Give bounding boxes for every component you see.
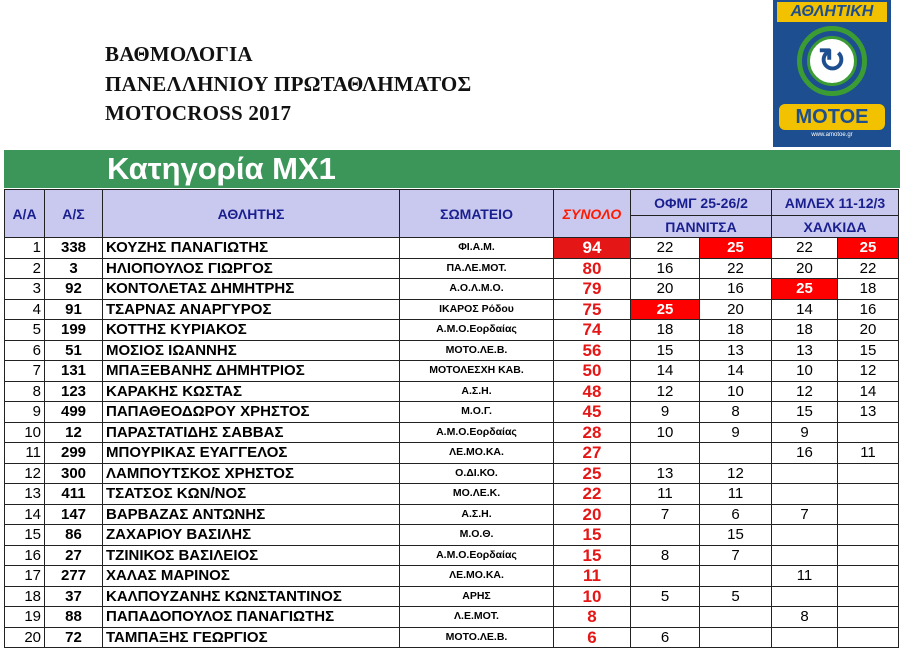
rank-cell: 11 bbox=[5, 443, 45, 464]
race-score-cell bbox=[772, 545, 838, 566]
athlete-name-cell: ΤΑΜΠΑΞΗΣ ΓΕΩΡΓΙΟΣ bbox=[103, 627, 400, 648]
race-score-cell bbox=[838, 484, 899, 505]
race-number-cell: 499 bbox=[45, 402, 103, 423]
club-cell: Μ.Ο.Γ. bbox=[400, 402, 554, 423]
race-score-cell bbox=[838, 504, 899, 525]
table-row bbox=[5, 627, 899, 648]
race-number-cell: 91 bbox=[45, 299, 103, 320]
athlete-name-cell: ΤΖΙΝΙΚΟΣ ΒΑΣΙΛΕΙΟΣ bbox=[103, 545, 400, 566]
race-score-cell: 14 bbox=[772, 299, 838, 320]
race-score-cell bbox=[772, 463, 838, 484]
header-row bbox=[5, 190, 899, 216]
table-row bbox=[5, 607, 899, 628]
total-points-cell: 11 bbox=[554, 566, 631, 587]
club-cell: ΜΟΤΟ.ΛΕ.Β. bbox=[400, 340, 554, 361]
athlete-name-cell: ΠΑΠΑΔΟΠΟΥΛΟΣ ΠΑΝΑΓΙΩΤΗΣ bbox=[103, 607, 400, 628]
athlete-name-cell: ΤΣΑΤΣΟΣ ΚΩΝ/ΝΟΣ bbox=[103, 484, 400, 505]
race-score-cell: 13 bbox=[700, 340, 772, 361]
table-row bbox=[5, 258, 899, 279]
athlete-name-cell: ΗΛΙΟΠΟΥΛΟΣ ΓΙΩΡΓΟΣ bbox=[103, 258, 400, 279]
total-points-cell: 48 bbox=[554, 381, 631, 402]
race-score-cell: 18 bbox=[631, 320, 700, 341]
rank-cell: 4 bbox=[5, 299, 45, 320]
table-row bbox=[5, 484, 899, 505]
header-event2-place: ΧΑΛΚΙΔΑ bbox=[772, 216, 899, 238]
race-number-cell: 51 bbox=[45, 340, 103, 361]
cycle-arrows-icon: ↻ bbox=[817, 42, 847, 80]
club-cell: ΑΡΗΣ bbox=[400, 586, 554, 607]
race-score-cell: 20 bbox=[838, 320, 899, 341]
race-score-cell: 12 bbox=[838, 361, 899, 382]
race-score-cell bbox=[838, 422, 899, 443]
rank-cell: 10 bbox=[5, 422, 45, 443]
athlete-name-cell: ΚΟΝΤΟΛΕΤΑΣ ΔΗΜΗΤΡΗΣ bbox=[103, 279, 400, 300]
club-cell: Α.Σ.Η. bbox=[400, 381, 554, 402]
race-score-cell: 7 bbox=[631, 504, 700, 525]
race-score-cell bbox=[772, 484, 838, 505]
title-line: ΒΑΘΜΟΛΟΓΙΑ bbox=[105, 42, 253, 66]
total-points-cell: 15 bbox=[554, 545, 631, 566]
total-points-cell: 80 bbox=[554, 258, 631, 279]
race-number-cell: 12 bbox=[45, 422, 103, 443]
total-points-cell: 20 bbox=[554, 504, 631, 525]
table-row bbox=[5, 361, 899, 382]
race-score-cell: 9 bbox=[631, 402, 700, 423]
race-score-cell: 8 bbox=[772, 607, 838, 628]
race-score-cell: 22 bbox=[838, 258, 899, 279]
race-score-cell: 12 bbox=[631, 381, 700, 402]
rank-cell: 16 bbox=[5, 545, 45, 566]
athlete-name-cell: ΚΑΛΠΟΥΖΑΝΗΣ ΚΩΝΣΤΑΝΤΙΝΟΣ bbox=[103, 586, 400, 607]
race-score-cell: 12 bbox=[700, 463, 772, 484]
club-cell: ΦΙ.Α.Μ. bbox=[400, 238, 554, 259]
athlete-name-cell: ΛΑΜΠΟΥΤΣΚΟΣ ΧΡΗΣΤΟΣ bbox=[103, 463, 400, 484]
race-score-cell: 16 bbox=[700, 279, 772, 300]
race-score-cell: 10 bbox=[631, 422, 700, 443]
athlete-name-cell: ΠΑΠΑΘΕΟΔΩΡΟΥ ΧΡΗΣΤΟΣ bbox=[103, 402, 400, 423]
club-cell: ΜΟ.ΛΕ.Κ. bbox=[400, 484, 554, 505]
table-row bbox=[5, 545, 899, 566]
logo-top-text: ΑΘΛΗΤΙΚΗ bbox=[777, 2, 887, 22]
race-score-cell bbox=[838, 566, 899, 587]
club-cell: Α.Σ.Η. bbox=[400, 504, 554, 525]
race-score-cell: 18 bbox=[838, 279, 899, 300]
race-score-cell: 18 bbox=[772, 320, 838, 341]
logo-url-text: www.amotoe.gr bbox=[811, 132, 853, 138]
club-cell: ΛΕ.ΜΟ.ΚΑ. bbox=[400, 443, 554, 464]
race-score-cell bbox=[838, 463, 899, 484]
race-score-cell: 13 bbox=[631, 463, 700, 484]
race-score-cell: 9 bbox=[700, 422, 772, 443]
race-score-cell: 11 bbox=[700, 484, 772, 505]
club-cell: Α.Μ.Ο.Εορδαίας bbox=[400, 422, 554, 443]
total-points-cell: 75 bbox=[554, 299, 631, 320]
rank-cell: 8 bbox=[5, 381, 45, 402]
table-row bbox=[5, 443, 899, 464]
table-row bbox=[5, 422, 899, 443]
race-score-cell: 13 bbox=[772, 340, 838, 361]
total-points-cell: 56 bbox=[554, 340, 631, 361]
race-number-cell: 72 bbox=[45, 627, 103, 648]
title-line: ΠΑΝΕΛΛΗΝΙΟΥ ΠΡΩΤΑΘΛΗΜΑΤΟΣ bbox=[105, 71, 472, 96]
race-score-cell bbox=[631, 443, 700, 464]
race-score-cell: 16 bbox=[772, 443, 838, 464]
race-score-cell: 16 bbox=[838, 299, 899, 320]
race-score-cell: 25 bbox=[700, 238, 772, 259]
race-number-cell: 131 bbox=[45, 361, 103, 382]
race-score-cell: 25 bbox=[772, 279, 838, 300]
total-points-cell: 22 bbox=[554, 484, 631, 505]
race-score-cell bbox=[772, 525, 838, 546]
race-score-cell: 11 bbox=[772, 566, 838, 587]
club-cell: Α.Μ.Ο.Εορδαίας bbox=[400, 320, 554, 341]
club-cell: Α.Ο.Λ.Μ.Ο. bbox=[400, 279, 554, 300]
race-score-cell: 22 bbox=[700, 258, 772, 279]
rank-cell: 14 bbox=[5, 504, 45, 525]
athlete-name-cell: ΧΑΛΑΣ ΜΑΡΙΝΟΣ bbox=[103, 566, 400, 587]
race-score-cell: 9 bbox=[772, 422, 838, 443]
athlete-name-cell: ΜΠΑΞΕΒΑΝΗΣ ΔΗΜΗΤΡΙΟΣ bbox=[103, 361, 400, 382]
race-score-cell: 15 bbox=[700, 525, 772, 546]
race-score-cell bbox=[700, 607, 772, 628]
club-cell: ΜΟΤΟΛΕΣΧΗ ΚΑΒ. bbox=[400, 361, 554, 382]
race-score-cell: 5 bbox=[700, 586, 772, 607]
rank-cell: 18 bbox=[5, 586, 45, 607]
race-score-cell: 25 bbox=[838, 238, 899, 259]
race-score-cell: 6 bbox=[631, 627, 700, 648]
athlete-name-cell: ΖΑΧΑΡΙΟΥ ΒΑΣΙΛΗΣ bbox=[103, 525, 400, 546]
table-row bbox=[5, 525, 899, 546]
club-cell: ΜΟΤΟ.ΛΕ.Β. bbox=[400, 627, 554, 648]
rank-cell: 15 bbox=[5, 525, 45, 546]
race-score-cell: 11 bbox=[631, 484, 700, 505]
header-as: Α/Σ bbox=[45, 190, 103, 238]
race-score-cell bbox=[700, 627, 772, 648]
total-points-cell: 28 bbox=[554, 422, 631, 443]
athlete-name-cell: ΚΟΤΤΗΣ ΚΥΡΙΑΚΟΣ bbox=[103, 320, 400, 341]
header-aa: Α/Α bbox=[5, 190, 45, 238]
race-number-cell: 123 bbox=[45, 381, 103, 402]
club-cell: Ο.ΔΙ.ΚΟ. bbox=[400, 463, 554, 484]
table-row bbox=[5, 402, 899, 423]
table-row bbox=[5, 238, 899, 259]
category-title: Κατηγορία MX1 bbox=[107, 151, 336, 186]
rank-cell: 7 bbox=[5, 361, 45, 382]
athlete-name-cell: ΠΑΡΑΣΤΑΤΙΔΗΣ ΣΑΒΒΑΣ bbox=[103, 422, 400, 443]
race-score-cell: 15 bbox=[838, 340, 899, 361]
race-score-cell: 10 bbox=[772, 361, 838, 382]
race-score-cell bbox=[772, 586, 838, 607]
athlete-name-cell: ΜΟΣΙΟΣ ΙΩΑΝΝΗΣ bbox=[103, 340, 400, 361]
table-row bbox=[5, 586, 899, 607]
race-number-cell: 199 bbox=[45, 320, 103, 341]
club-cell: Μ.Ο.Θ. bbox=[400, 525, 554, 546]
race-score-cell: 16 bbox=[631, 258, 700, 279]
header-total: ΣΥΝΟΛΟ bbox=[554, 190, 631, 238]
club-cell: ΠΑ.ΛΕ.ΜΟΤ. bbox=[400, 258, 554, 279]
race-number-cell: 37 bbox=[45, 586, 103, 607]
race-score-cell: 22 bbox=[631, 238, 700, 259]
race-number-cell: 92 bbox=[45, 279, 103, 300]
total-points-cell: 79 bbox=[554, 279, 631, 300]
header-club: ΣΩΜΑΤΕΙΟ bbox=[400, 190, 554, 238]
logo-name-text: MOTOE bbox=[779, 104, 885, 130]
race-score-cell: 7 bbox=[772, 504, 838, 525]
rank-cell: 19 bbox=[5, 607, 45, 628]
race-score-cell bbox=[631, 525, 700, 546]
total-points-cell: 94 bbox=[554, 238, 631, 259]
header-event2-date: ΑΜΛΕΧ 11-12/3 bbox=[772, 190, 899, 216]
race-score-cell: 14 bbox=[700, 361, 772, 382]
race-number-cell: 411 bbox=[45, 484, 103, 505]
race-number-cell: 338 bbox=[45, 238, 103, 259]
standings-table bbox=[4, 189, 899, 648]
race-score-cell: 11 bbox=[838, 443, 899, 464]
table-row bbox=[5, 279, 899, 300]
total-points-cell: 45 bbox=[554, 402, 631, 423]
document-title bbox=[105, 40, 471, 129]
standings-body bbox=[5, 238, 899, 648]
category-bar bbox=[4, 150, 900, 188]
race-number-cell: 300 bbox=[45, 463, 103, 484]
rank-cell: 1 bbox=[5, 238, 45, 259]
race-score-cell: 22 bbox=[772, 238, 838, 259]
total-points-cell: 27 bbox=[554, 443, 631, 464]
race-score-cell: 8 bbox=[700, 402, 772, 423]
athlete-name-cell: ΒΑΡΒΑΖΑΣ ΑΝΤΩΝΗΣ bbox=[103, 504, 400, 525]
header-athlete: ΑΘΛΗΤΗΣ bbox=[103, 190, 400, 238]
rank-cell: 9 bbox=[5, 402, 45, 423]
table-row bbox=[5, 566, 899, 587]
total-points-cell: 50 bbox=[554, 361, 631, 382]
race-score-cell bbox=[631, 566, 700, 587]
race-score-cell: 18 bbox=[700, 320, 772, 341]
race-score-cell bbox=[838, 525, 899, 546]
race-number-cell: 147 bbox=[45, 504, 103, 525]
rank-cell: 17 bbox=[5, 566, 45, 587]
race-score-cell: 20 bbox=[700, 299, 772, 320]
header-event1-place: ΠΑΝΝΙΤΣΑ bbox=[631, 216, 772, 238]
rank-cell: 5 bbox=[5, 320, 45, 341]
race-score-cell bbox=[700, 443, 772, 464]
club-cell: Λ.Ε.ΜΟΤ. bbox=[400, 607, 554, 628]
total-points-cell: 8 bbox=[554, 607, 631, 628]
race-number-cell: 88 bbox=[45, 607, 103, 628]
race-score-cell bbox=[700, 566, 772, 587]
table-row bbox=[5, 381, 899, 402]
race-score-cell: 15 bbox=[631, 340, 700, 361]
race-score-cell: 7 bbox=[700, 545, 772, 566]
table-row bbox=[5, 463, 899, 484]
rank-cell: 13 bbox=[5, 484, 45, 505]
total-points-cell: 74 bbox=[554, 320, 631, 341]
race-score-cell bbox=[838, 627, 899, 648]
race-score-cell: 8 bbox=[631, 545, 700, 566]
race-score-cell: 13 bbox=[838, 402, 899, 423]
athlete-name-cell: ΚΑΡΑΚΗΣ ΚΩΣΤΑΣ bbox=[103, 381, 400, 402]
total-points-cell: 10 bbox=[554, 586, 631, 607]
total-points-cell: 25 bbox=[554, 463, 631, 484]
title-line: MOTOCROSS 2017 bbox=[105, 101, 292, 125]
race-number-cell: 277 bbox=[45, 566, 103, 587]
race-score-cell: 6 bbox=[700, 504, 772, 525]
athlete-name-cell: ΜΠΟΥΡΙΚΑΣ ΕΥΑΓΓΕΛΟΣ bbox=[103, 443, 400, 464]
total-points-cell: 6 bbox=[554, 627, 631, 648]
race-score-cell: 10 bbox=[700, 381, 772, 402]
rank-cell: 12 bbox=[5, 463, 45, 484]
race-score-cell: 15 bbox=[772, 402, 838, 423]
athlete-name-cell: ΤΣΑΡΝΑΣ ΑΝΑΡΓΥΡΟΣ bbox=[103, 299, 400, 320]
federation-logo bbox=[773, 0, 891, 147]
club-cell: Α.Μ.Ο.Εορδαίας bbox=[400, 545, 554, 566]
table-row bbox=[5, 340, 899, 361]
race-score-cell bbox=[631, 607, 700, 628]
race-score-cell bbox=[838, 545, 899, 566]
race-score-cell: 5 bbox=[631, 586, 700, 607]
race-number-cell: 299 bbox=[45, 443, 103, 464]
club-cell: ΛΕ.ΜΟ.ΚΑ. bbox=[400, 566, 554, 587]
rank-cell: 20 bbox=[5, 627, 45, 648]
rank-cell: 2 bbox=[5, 258, 45, 279]
club-cell: ΙΚΑΡΟΣ Ρόδου bbox=[400, 299, 554, 320]
race-number-cell: 86 bbox=[45, 525, 103, 546]
rank-cell: 6 bbox=[5, 340, 45, 361]
race-number-cell: 3 bbox=[45, 258, 103, 279]
race-score-cell: 14 bbox=[838, 381, 899, 402]
race-score-cell: 12 bbox=[772, 381, 838, 402]
race-score-cell: 25 bbox=[631, 299, 700, 320]
race-score-cell bbox=[772, 627, 838, 648]
race-score-cell bbox=[838, 586, 899, 607]
race-score-cell: 14 bbox=[631, 361, 700, 382]
race-score-cell: 20 bbox=[631, 279, 700, 300]
table-row bbox=[5, 299, 899, 320]
total-points-cell: 15 bbox=[554, 525, 631, 546]
table-row bbox=[5, 320, 899, 341]
race-number-cell: 27 bbox=[45, 545, 103, 566]
race-score-cell: 20 bbox=[772, 258, 838, 279]
athlete-name-cell: ΚΟΥΖΗΣ ΠΑΝΑΓΙΩΤΗΣ bbox=[103, 238, 400, 259]
rank-cell: 3 bbox=[5, 279, 45, 300]
table-row bbox=[5, 504, 899, 525]
race-score-cell bbox=[838, 607, 899, 628]
header-event1-date: ΟΦΜΓ 25-26/2 bbox=[631, 190, 772, 216]
